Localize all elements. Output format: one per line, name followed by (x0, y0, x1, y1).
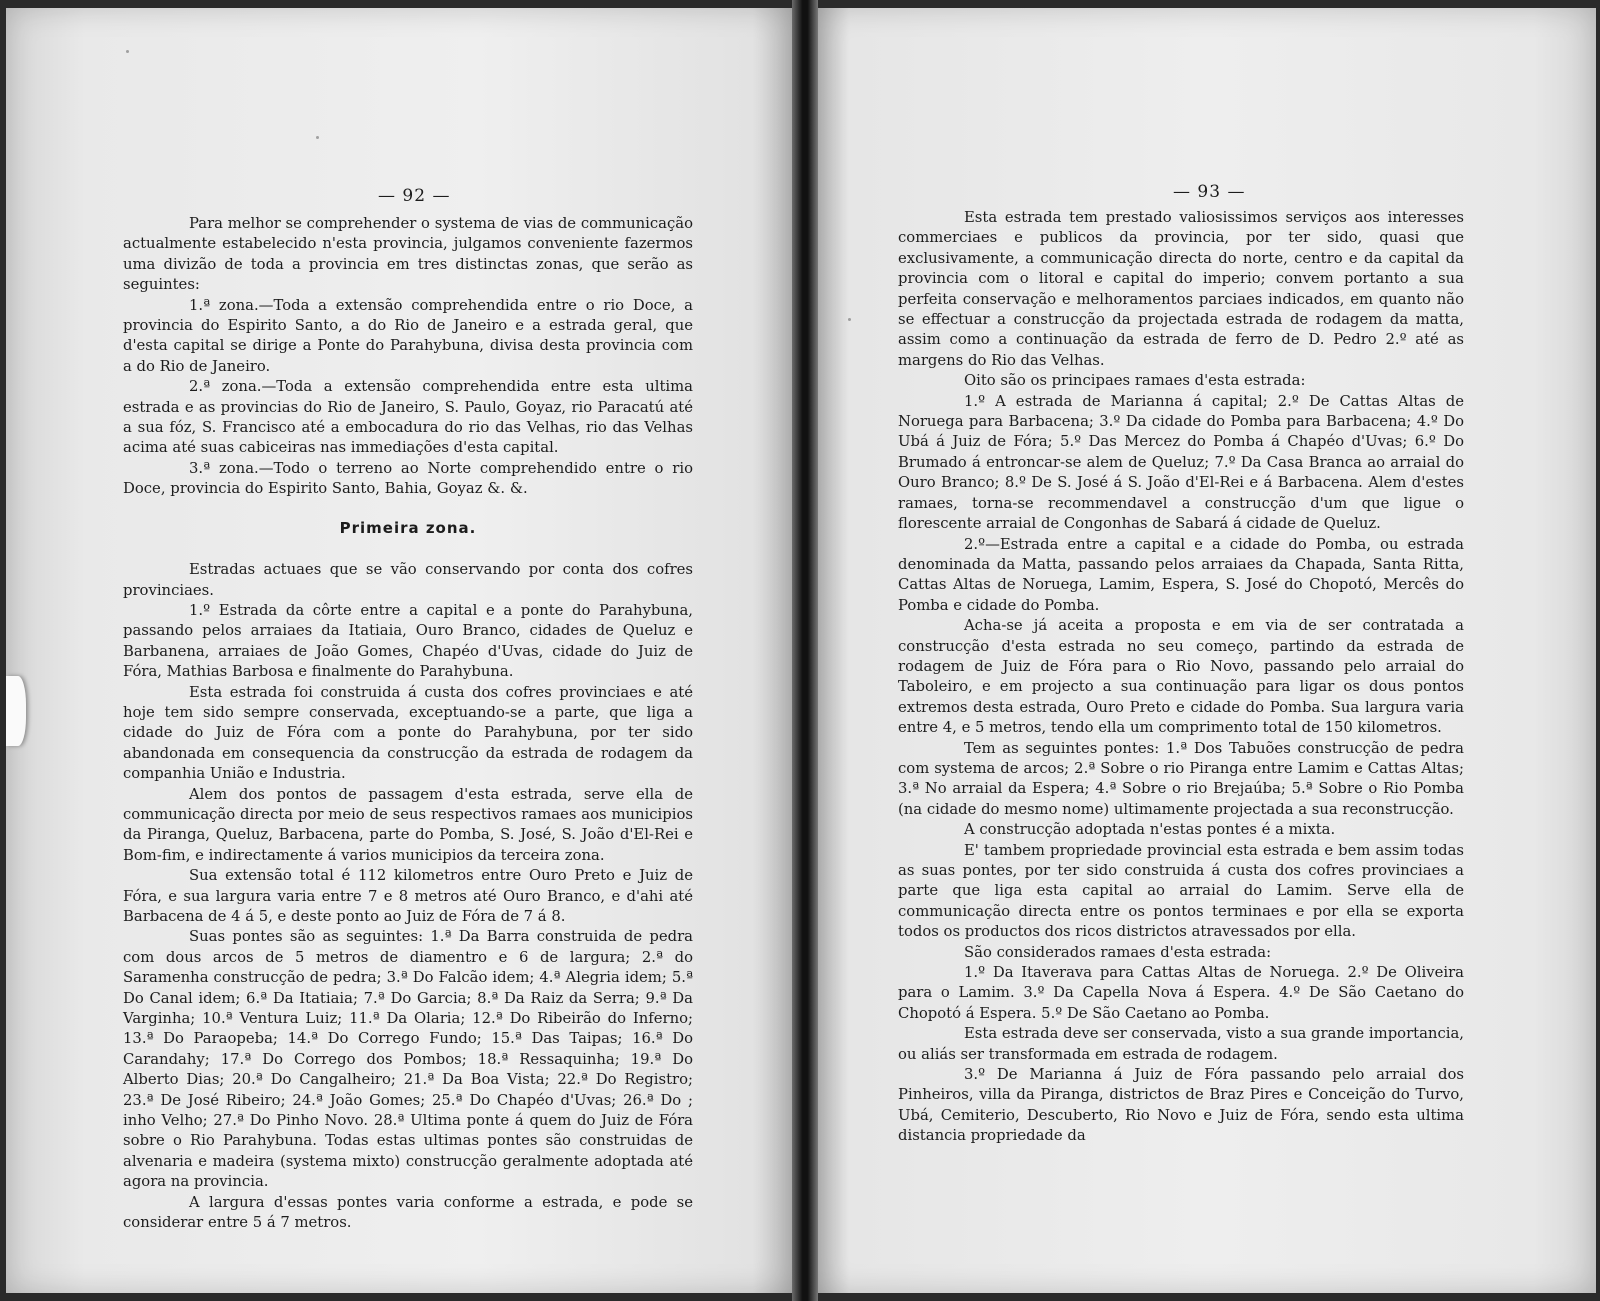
paragraph: A largura d'essas pontes varia conforme a estrada, e pode se considerar entre 5 á 7 metros. (123, 1193, 693, 1232)
left-page (6, 8, 792, 1293)
paper-speck (848, 318, 851, 321)
paragraph: 1.º A estrada de Marianna á capital; 2.º De Cattas Altas de Noruega para Barbacena; 3.º Da cidade do Pomba para Barbacena; 4.º Do Ubá á Juiz de Fóra; 5.º Das Mercez do Pomba á Chapéo d'Uvas; 6.º Do Brumado á entroncar-se alem de Queluz; 7.º Da Casa Branca ao arraial do Ouro Branco; 8.º De S. José á S. João d'El-Rei e á Barbacena. Alem d'estes ramaes, torna-se recommendavel a construcção d'um que ligue o florescente arraial de Congonhas de Sabará á cidade de Queluz. (898, 392, 1464, 533)
page-number: — 92 — (378, 186, 451, 206)
left-page-text (123, 214, 693, 1234)
paragraph: 2.º—Estrada entre a capital e a cidade do Pomba, ou estrada denominada da Matta, passando pelos arraiaes da Chapada, Santa Ritta, Cattas Altas de Noruega, Lamim, Espera, S. José do Chopotó, Mercês do Pomba e cidade do Pomba. (898, 535, 1464, 614)
paragraph: Esta estrada deve ser conservada, visto a sua grande importancia, ou aliás ser transformada em estrada de rodagem. (898, 1025, 1464, 1063)
book-gutter (792, 0, 818, 1301)
paragraph: 1.º Estrada da côrte entre a capital e a ponte do Parahybuna, passando pelos arraiaes da Itatiaia, Ouro Branco, cidades de Queluz e Barbanena, arraiaes de João Gomes, Chapéo d'Uvas, cidade do Juiz de Fóra, Mathias Barbosa e finalmente do Parahybuna. (123, 601, 693, 681)
paragraph: Esta estrada foi construida á custa dos cofres provinciaes e até hoje tem sido sempre conservada, exceptuando-se a parte, que liga a cidade do Juiz de Fóra com a ponte do Parahybuna, por ter sido abandonada em consequencia da construcção da estrada de rodagem da companhia União e Industria. (123, 683, 693, 783)
paragraph: Tem as seguintes pontes: 1.ª Dos Tabuões construcção de pedra com systema de arcos; 2.ª Sobre o rio Piranga entre Lamim e Cattas Altas; 3.ª No arraial da Espera; 4.ª Sobre o rio Brejaúba; 5.ª Sobre o Rio Pomba (na cidade do mesmo nome) ultimamente projectada a sua reconstrucção. (898, 739, 1464, 818)
page-number: — 93 — (1173, 182, 1246, 202)
paragraph: 3.ª zona.—Todo o terreno ao Norte comprehendido entre o rio Doce, provincia do Espirito Santo, Bahia, Goyaz &. &. (123, 459, 693, 498)
paragraph: Esta estrada tem prestado valiosissimos serviços aos interesses commerciaes e publicos da provincia, por ter sido, quasi que exclusivamente, a communicação directa do norte, centro e da capital da provincia com o litoral e capital do imperio; convem portanto a sua perfeita conservação e melhoramentos parciaes indicados, em quanto não se effectuar a construcção da projectada estrada de rodagem da matta, assim como a continuação da estrada de ferro de D. Pedro 2.º até as margens do Rio das Velhas. (898, 209, 1464, 369)
paper-speck (126, 50, 129, 53)
paragraph: Oito são os principaes ramaes d'esta estrada: (964, 372, 1306, 390)
torn-page-edge (6, 676, 26, 746)
paragraph: 3.º De Marianna á Juiz de Fóra passando pelo arraial dos Pinheiros, villa da Piranga, districtos de Braz Pires e Conceição do Turvo, Ubá, Cemiterio, Descuberto, Rio Novo e Juiz de Fóra, sendo esta ultima distancia propriedade da (898, 1066, 1464, 1145)
paragraph: E' tambem propriedade provincial esta estrada e bem assim todas as suas pontes, por ter sido construida á custa dos cofres provinciaes a parte que liga esta capital ao arraial do Lamim. Serve ella de communicação directa entre os pontos terminaes e por ella se exporta todos os productos dos ricos districtos atravessados por ella. (898, 841, 1464, 941)
paragraph: Para melhor se comprehender o systema de vias de communicação actualmente estabelecido n'esta provincia, julgamos conveniente fazermos uma divizão de toda a provincia em tres distinctas zonas, que serão as seguintes: (123, 215, 693, 294)
paragraph: Sua extensão total é 112 kilometros entre Ouro Preto e Juiz de Fóra, e sua largura varia entre 7 e 8 metros até Ouro Branco, e d'ahi até Barbacena de 4 á 5, e deste ponto ao Juiz de Fóra de 7 á 8. (123, 867, 693, 925)
right-page (818, 8, 1596, 1293)
section-heading: Primeira zona. (339, 518, 477, 537)
paragraph: Suas pontes são as seguintes: 1.ª Da Barra construida de pedra com dous arcos de 5 metros de diamentro e 6 de largura; 2.ª do Saramenha construcção de pedra; 3.ª Do Falcão idem; 4.ª Alegria idem; 5.ª Do Canal idem; 6.ª Da Itatiaia; 7.ª Do Garcia; 8.ª Da Raiz da Serra; 9.ª Da Varginha; 10.ª Ventura Luiz; 11.ª Da Olaria; 12.ª Do Ribeirão do Inferno; 13.ª Do Paraopeba; 14.ª Do Corrego Fundo; 15.ª Das Taipas; 16.ª Do Carandahy; 17.ª Do Corrego dos Pombos; 18.ª Ressaquinha; 19.ª Do Alberto Dias; 20.ª Do Cangalheiro; 21.ª Da Boa Vista; 22.ª Do Registro; 23.ª De José Ribeiro; 24.ª João Gomes; 25.ª Do Chapéo d'Uvas; 26.ª Do ; inho Velho; 27.ª Do Pinho Novo. 28.ª Ultima ponte á quem do Juiz de Fóra sobre o Rio Parahybuna. Todas estas ultimas pontes são construidas de alvenaria e madeira (systema mixto) construcção geralmente adoptada até agora na provincia. (123, 928, 693, 1191)
paragraph: Estradas actuaes que se vão conservando por conta dos cofres provinciaes. (123, 561, 693, 599)
paragraph: 1.ª zona.—Toda a extensão comprehendida entre o rio Doce, a provincia do Espirito Santo, a do Rio de Janeiro e a estrada geral, que d'esta capital se dirige a Ponte do Parahybuna, divisa desta provincia com a do Rio de Janeiro. (123, 296, 693, 375)
paragraph: A construcção adoptada n'estas pontes é a mixta. (964, 821, 1336, 839)
right-page-text (898, 208, 1464, 1147)
paragraph: Alem dos pontos de passagem d'esta estrada, serve ella de communicação directa por meio de seus respectivos ramaes aos municipios da Piranga, Queluz, Barbacena, parte do Pomba, S. José, S. João d'El-Rei e Bom-fim, e indirectamente á varios municipios da terceira zona. (123, 785, 693, 864)
paragraph: Acha-se já aceita a proposta e em via de ser contratada a construcção d'esta estrada no seu começo, partindo da estrada de rodagem de Juiz de Fóra para o Rio Novo, passando pelo arraial do Taboleiro, e em projecto a sua continuação para ligar os dous pontos extremos desta estrada, Ouro Preto e cidade do Pomba. Sua largura varia entre 4, e 5 metros, tendo ella um comprimento total de 150 kilometros. (898, 617, 1464, 737)
paragraph: 2.ª zona.—Toda a extensão comprehendida entre esta ultima estrada e as provincias do Rio de Janeiro, S. Paulo, Goyaz, rio Paracatú até a sua fóz, S. Francisco até a embocadura do rio das Velhas, rio das Velhas acima até suas cabiceiras nas immediações d'esta capital. (123, 378, 693, 457)
paragraph: São considerados ramaes d'esta estrada: (964, 943, 1272, 961)
paper-speck (316, 136, 319, 139)
paragraph: 1.º Da Itaverava para Cattas Altas de Noruega. 2.º De Oliveira para o Lamim. 3.º Da Capella Nova á Espera. 4.º De São Caetano do Chopotó á Espera. 5.º De São Caetano ao Pomba. (898, 964, 1464, 1022)
